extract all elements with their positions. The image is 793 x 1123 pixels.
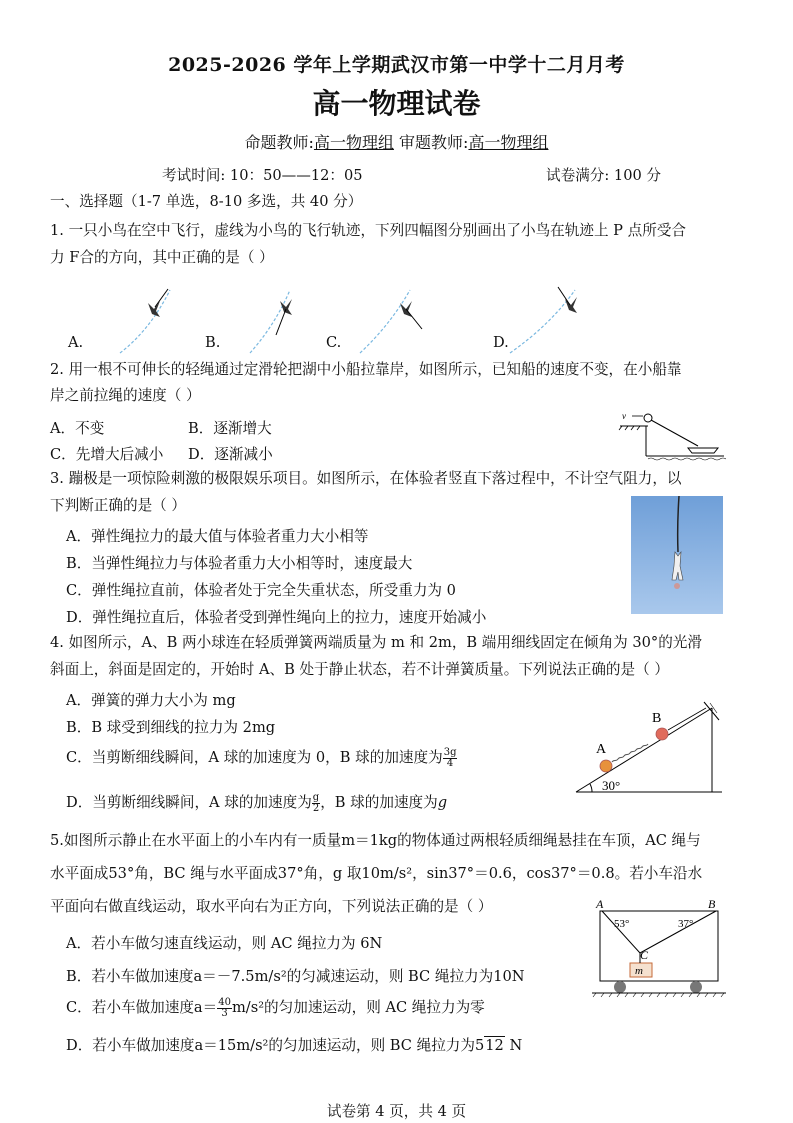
q1-bird-figures [60,275,760,355]
q4-opt-b: B．B 球受到细线的拉力为 2mg [66,719,276,736]
q1-line2: 力 F合的方向，其中正确的是（ ） [50,249,274,266]
q4-opt-d: D．当剪断细线瞬间，A 球的加速度为 $\frac{g}{2}$ ，B 球的加速度为g [66,791,448,814]
q3-opt-b: B．当弹性绳拉力与体验者重力大小相等时，速度最大 [66,555,413,572]
q2-line1: 2. 用一根不可伸长的轻绳通过定滑轮把湖中小船拉靠岸，如图所示，已知船的速度不变，在小船靠 [50,361,682,378]
q1-fig-a [120,289,170,353]
q2-opt-a: A．不变 [50,420,105,437]
q5-opt-c-fraction: $\frac{40}{3}$ [218,996,231,1019]
q5-opt-c-text: C．若小车做加速度a＝ [66,999,218,1016]
section-heading: 一、选择题（1-7 单选，8-10 多选，共 40 分） [50,193,363,210]
q4-opt-d-text: D．当剪断细线瞬间，A 球的加速度为 [66,794,312,811]
q2-opt-b: B．逐渐增大 [188,420,272,437]
q2-fig-v: v [622,411,626,421]
exam-time: 考试时间: 10：50——12：05 [162,167,363,184]
q5-sqrt: 12 [485,1037,504,1054]
q1-fig-b [250,290,292,353]
reviewer: 高一物理组 [468,133,549,152]
q3-bungee-photo [631,496,723,614]
teacher-line [0,130,793,153]
q4-line1: 4. 如图所示，A、B 两小球连在轻质弹簧两端质量为 m 和 2m，B 端用细线固定在倾角为 30°的光滑 [50,634,702,651]
exam-title: 2025-2026 学年上学期武汉市第一中学十二月月考 [168,54,625,76]
q4-opt-a: A．弹簧的弹力大小为 mg [66,692,236,709]
q5-opt-a: A．若小车做匀速直线运动，则 AC 绳拉力为 6N [66,935,383,952]
q5-line2: 水平面成53°角，BC 绳与水平面成37°角，g 取10m/s²，sin37°＝0.6，cos37°＝0.8。若小车沿水 [50,865,703,882]
q5-fig-c: C [640,948,649,962]
q5-fig-37: 37° [678,918,694,930]
q1-opt-c: C. [326,334,342,351]
q5-opt-d: D．若小车做加速度a＝15m/s²的匀加速运动，则 BC 绳拉力为512 N [66,1037,523,1054]
q3-line2: 下判断正确的是（ ） [50,497,186,514]
q2-opt-c: C．先增大后减小 [50,446,164,463]
q4-opt-c [66,746,457,769]
q4-opt-c-fraction: $\frac{3g}{4}$ [443,746,457,769]
proposer: 高一物理组 [313,133,394,152]
q2-opt-d: D．逐渐减小 [188,446,273,463]
q1-line1: 1. 一只小鸟在空中飞行，虚线为小鸟的飞行轨迹，下列四幅图分别画出了小鸟在轨迹上 P 点所受合 [50,222,687,239]
q1-fig-d [510,287,577,353]
q3-opt-a: A．弹性绳拉力的最大值与体验者重力大小相等 [66,528,369,545]
q5-cart-figure [590,897,730,1001]
q4-fig-angle: 30° [602,778,621,793]
full-score: 试卷满分: 100 分 [546,167,662,184]
q5-opt-b: B．若小车做加速度a＝－7.5m/s²的匀减速运动，则 BC 绳拉力为10N [66,968,525,985]
q1-opt-d: D. [493,334,509,351]
q1-opt-b: B. [205,334,221,351]
q3-opt-c: C．弹性绳拉直前，体验者处于完全失重状态，所受重力为 0 [66,582,456,599]
q4-opt-c-text: C．当剪断细线瞬间，A 球的加速度为 0，B 球的加速度为 [66,749,443,766]
q5-opt-c: C．若小车做加速度a＝ $\frac{40}{3}$ m/s²的匀加速运动，则 AC 绳拉力为零 [66,996,485,1019]
proposer-label: 命题教师: [244,133,314,152]
q4-line2: 斜面上，斜面是固定的，开始时 A、B 处于静止状态，若不计弹簧质量。下列说法正确的是（ ） [50,661,669,678]
q2-line2: 岸之前拉绳的速度（ ） [50,387,201,404]
q5-fig-m: m [635,965,643,977]
q4-incline-figure [574,698,724,796]
q3-line1: 3. 蹦极是一项惊险刺激的极限娱乐项目。如图所示，在体验者竖直下落过程中，不计空气阻力，以 [50,470,682,487]
q4-fig-b-label: B [652,711,662,726]
q5-fig-a: A [596,897,604,911]
paper-title: 高一物理试卷 [312,87,481,120]
reviewer-label: 审题教师: [399,133,469,152]
q2-boat-figure [618,408,726,463]
q1-fig-c [360,290,422,353]
q5-opt-d-text: D．若小车做加速度a＝15m/s²的匀加速运动，则 BC 绳拉力为5 [66,1037,485,1054]
q3-opt-d: D．弹性绳拉直后，体验者受到弹性绳向上的拉力，速度开始减小 [66,609,487,626]
q5-line1: 5.如图所示静止在水平面上的小车内有一质量m＝1kg的物体通过两根轻质细绳悬挂在车顶，AC 绳与 [50,832,701,849]
q4-fig-a-label: A [596,742,607,757]
page-footer: 试卷第 4 页，共 4 页 [326,1103,467,1120]
q4-opt-d-fraction: $\frac{g}{2}$ [312,791,320,814]
q5-fig-b: B [708,897,716,911]
q5-fig-53: 53° [614,918,630,930]
q1-opt-a: A. [68,334,84,351]
q5-line3: 平面向右做直线运动，取水平向右为正方向，下列说法正确的是（ ） [50,898,493,915]
